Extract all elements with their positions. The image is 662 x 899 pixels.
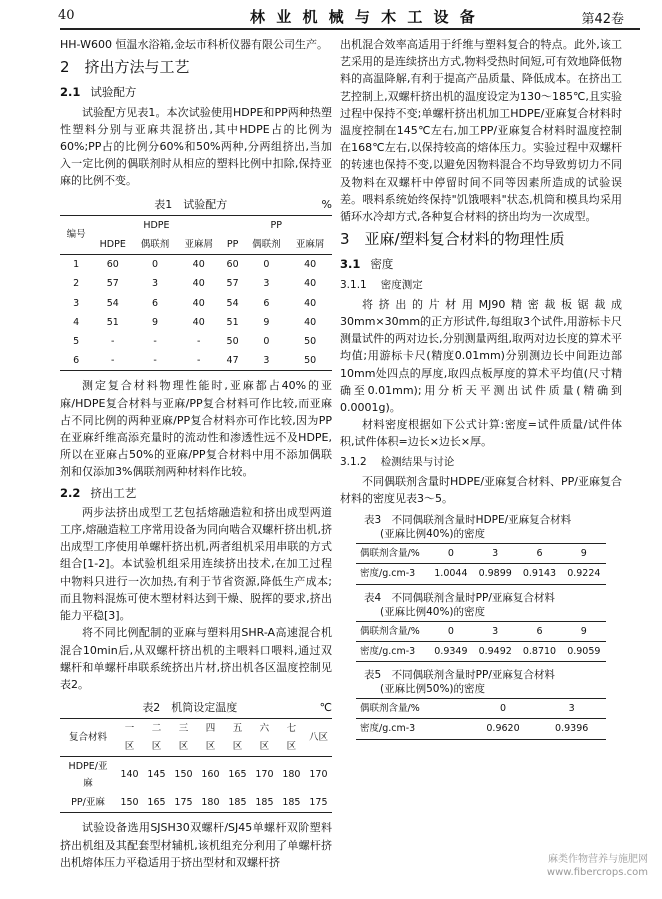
paragraph-comparison: 测定复合材料物理性能时,亚麻都占40%的亚麻/HDPE复合材料与亚麻/PP复合材料可作比较,而亚麻占不同比例的两种亚麻/PP复合材料亦可作比较,因为PP在亚麻纤维高添充量时的流动性和渗透性远不及HDPE,所以在亚麻占50%的亚麻/PP复合材料中用不添加偶联剂和仅添加3%偶联剂两种材料作比较。: [60, 379, 332, 479]
table-1-header-num: 编号: [60, 215, 92, 254]
left-column: [60, 36, 332, 871]
volume-label: 第42卷: [581, 12, 624, 27]
right-column: [340, 36, 622, 740]
table5-caption: 表5 不同偶联剂含量时PP/亚麻复合材料 (亚麻比例50%)的密度: [364, 669, 555, 696]
table-2-row: PP/亚麻 150 165 175 180 185 185 185 175: [71, 797, 328, 809]
section-3-1-1-heading: 3.1.1 密度测定: [340, 278, 423, 291]
table-1-row: 3 54 6 40 54 6 40: [73, 297, 317, 309]
paragraph-process: 两步法挤出成型工艺包括熔融造粒和挤出成型两道工序,熔融造粒工序常用设备为同向啮合双螺杆挤出机,挤出成型工序使用单螺杆挤出机,两者组机采用串联的方式组合[1-2]。本试验机组采用连续挤出技术,在加工过程中物料只进行一次加热,有利于节省资源,降低生产成本;而且物料混炼可使木塑材料达到干燥、脱挥的要求,挤出能力平稳[3]。: [60, 505, 332, 623]
equipment-model: HH-W600: [60, 38, 112, 51]
table-1-row: 2 57 3 40 57 3 40: [73, 278, 317, 290]
paragraph-density-method: 将挤出的片材用MJ90精密裁板锯裁成30mm×30mm的正方形试件,每组取3个试件,用游标卡尺测量试件的两对边长,分别测量两组,取两对边长度的算术平均值;用游标卡尺(精度0.01mm)分别测边长中间距边部10mm处四点的厚度,取四点板厚度的算术平均值(尺寸精确至0.01mm);用分析天平测出试件质量(精确到0.0001g)。: [340, 297, 622, 415]
table-1-row: 1 60 0 40 60 0 40: [73, 259, 317, 271]
journal-title: 林 业 机 械 与 木 工 设 备: [250, 8, 478, 26]
header-rule: [60, 28, 640, 30]
table-1-row: 6 - - - 47 3 50: [73, 355, 317, 367]
table-1: 编号 HDPE PP HDPE 偶联剂 亚麻屑 PP 偶联剂 亚麻屑 1 60 0 40 60 0 40 2 57 3 40 57 3 40 3 54 6 40 54 6 40 4 51 9 40 51 9 40 5 - - - 50 0 50 6 - - - 47 3 50: [60, 215, 332, 372]
table3-caption: 表3 不同偶联剂含量时HDPE/亚麻复合材料 (亚麻比例40%)的密度: [364, 514, 572, 541]
page-header: [18, 6, 644, 26]
paragraph-formula: 试验配方见表1。本次试验使用HDPE和PP两种热塑性塑料分别与亚麻共混挤出,其中HDPE占的比例为60%;PP占的比例分60%和50%两种,分两组挤出,当加入一定比例的偶联剂时从相应的塑料比例中扣除,保持亚麻的比例不变。: [60, 105, 332, 188]
table-1-row: 4 51 9 40 51 9 40: [73, 316, 317, 328]
paragraph-density-formula: 材料密度根据如下公式计算:密度=试件质量/试件体积,试件体积=边长×边长×厚。: [340, 418, 622, 449]
paragraph-mixing: 将不同比例配制的亚麻与塑料用SHR-A高速混合机混合10min后,从双螺杆挤出机的主喂料口喂料,通过双螺杆和单螺杆串联系统挤出片材,挤出机各区温度控制见表2。: [60, 626, 332, 691]
table-1-group-pp: PP: [270, 219, 283, 231]
table-1-group-hdpe: HDPE: [143, 219, 170, 231]
section-3-1-2-heading: 3.1.2 检测结果与讨论: [340, 455, 455, 468]
table-1-caption: 表1 试验配方 %: [154, 197, 332, 211]
table-2: 复合材料 一区 二区 三区 四区 五区 六区 七区 八区 HDPE/亚麻 140 145 150 160 165 170 180 170 PP/亚麻 150 165 175 180 185 185 185 175: [60, 718, 332, 813]
section-2-1-heading: 2.1 试验配方: [60, 85, 137, 100]
table-1-row: 5 - - - 50 0 50: [73, 336, 317, 348]
section-2-heading: 2 挤出方法与工艺: [60, 58, 190, 77]
paragraph-extrusion-control: 出机混合效率高适用于纤维与塑料复合的特点。此外,该工艺采用的是连续挤出方式,物料受热时间短,可有效地降低物料的高温降解,有利于提高产品质量、降低成本。在挤出工艺控制上,双螺杆挤出机的温度设定为130～185℃,且实验过程中保持不变;单螺杆挤出机加工HDPE/亚麻复合材料时温度控制在145℃左右,加工PP/亚麻复合材料时温度控制在168℃左右,以保持较高的熔体压力。实验过程中双螺杆的转速也保持不变,以避免因物料混合不均导致剪切力不同及物料在双螺杆中停留时间不同等因素所造成的试验误差。喂料系统始终保持"饥饿喂料"状态,机筒和模具均采用循环水冷却方式,各种复合材料的挤出均为一次成型。: [340, 38, 622, 224]
table-2-caption: 表2 机筒设定温度 ℃: [142, 701, 332, 715]
page-number: 40: [58, 8, 75, 23]
table4-caption: 表4 不同偶联剂含量时PP/亚麻复合材料 (亚麻比例40%)的密度: [364, 591, 555, 618]
paragraph-results: 不同偶联剂含量时HDPE/亚麻复合材料、PP/亚麻复合材料的密度见表3～5。: [340, 474, 623, 506]
table3: 偶联剂含量/% 0 3 6 9 密度/g.cm-3 1.0044 0.9899 0.9143 0.9224: [356, 543, 606, 584]
intro-paragraph: HH-W600 恒温水浴箱,金坛市科析仪器有限公司生产。: [60, 38, 328, 51]
table-2-row: HDPE/亚麻 140 145 150 160 165 170 180 170: [68, 760, 328, 789]
table5: 偶联剂含量/% 0 3 密度/g.cm-3 0.9620 0.9396: [356, 698, 606, 739]
table4: 偶联剂含量/% 0 3 6 9 密度/g.cm-3 0.9349 0.9492 0.8710 0.9059: [356, 621, 606, 662]
watermark: 麻类作物营养与施肥网 www.fibercrops.com: [546, 854, 648, 878]
section-2-2-heading: 2.2 挤出工艺: [60, 485, 137, 500]
paragraph-equipment: 试验设备选用SJSH30双螺杆/SJ45单螺杆双阶塑料挤出机组及其配套型材辅机,该机组充分利用了单螺杆挤出机熔体压力平稳适用于挤出型材和双螺杆挤: [60, 821, 332, 869]
section-3-heading: 3 亚麻/塑料复合材料的物理性质: [340, 230, 565, 249]
section-3-1-heading: 3.1 密度: [340, 257, 394, 272]
